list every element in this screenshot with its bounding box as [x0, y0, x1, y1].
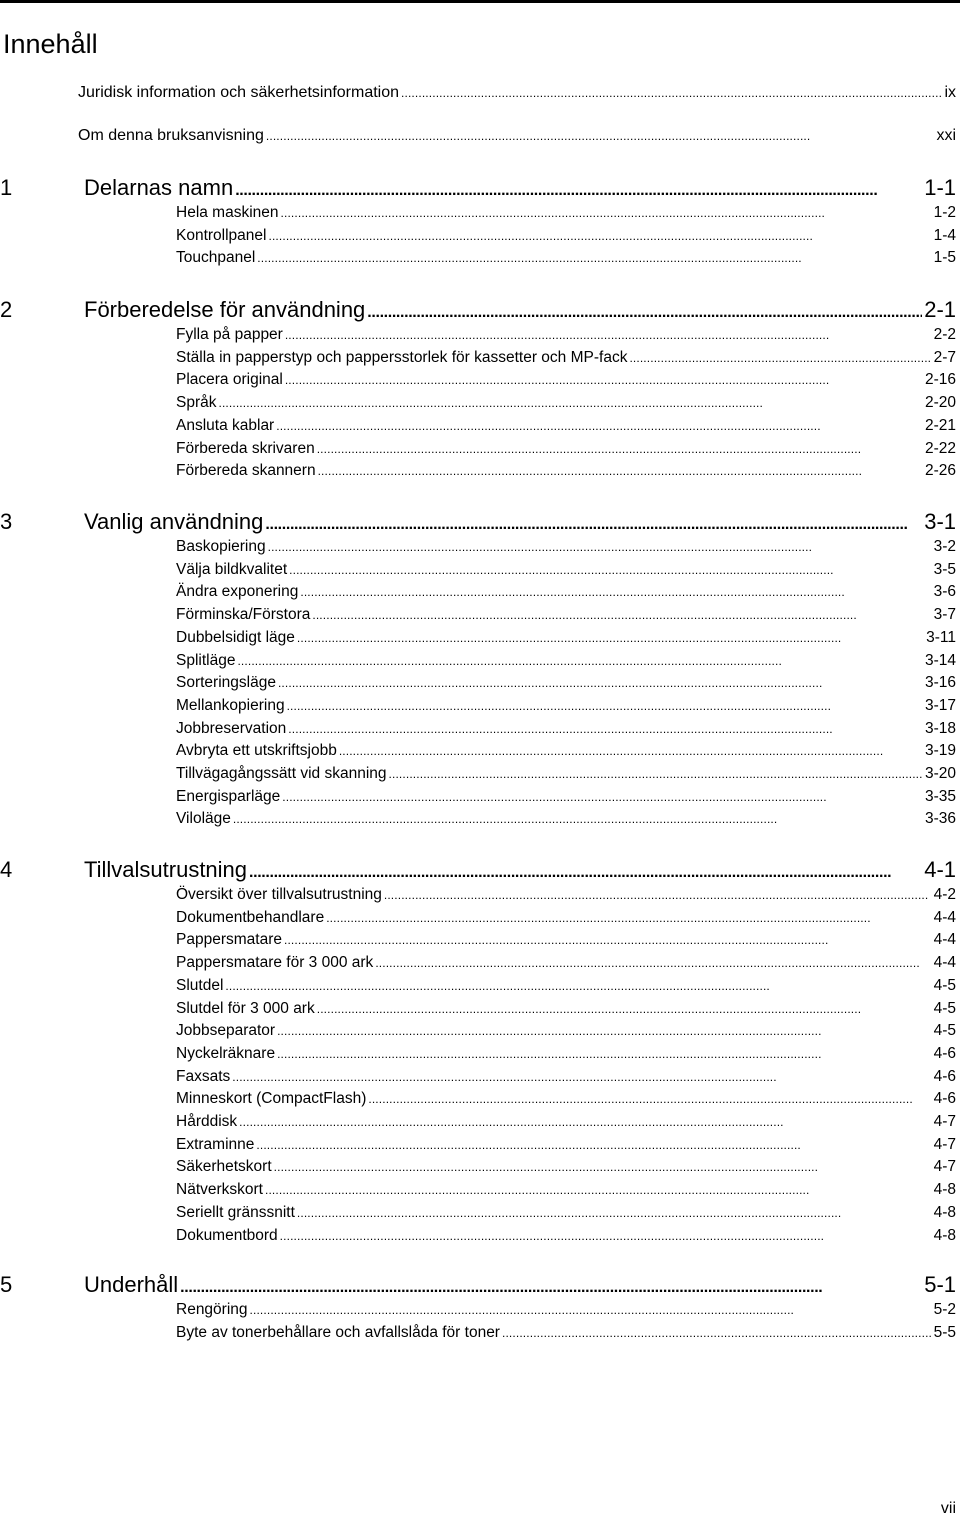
toc-sub-entry[interactable]	[176, 954, 956, 976]
dot-leader	[276, 417, 923, 435]
toc-entry-title: Seriellt gränssnitt	[176, 1204, 295, 1221]
toc-sub-entry[interactable]	[176, 886, 956, 908]
dot-leader	[285, 371, 923, 389]
toc-sub-entry[interactable]	[176, 697, 956, 719]
toc-sub-entry[interactable]	[176, 1090, 956, 1112]
toc-entry-title: Översikt över tillvalsutrustning	[176, 886, 382, 903]
toc-sub-entry[interactable]	[176, 1158, 956, 1180]
dot-leader	[282, 788, 923, 806]
dot-leader	[250, 1301, 932, 1319]
toc-entry-title: Baskopiering	[176, 538, 266, 555]
toc-sub-entry[interactable]	[176, 742, 956, 764]
toc-sub-entry[interactable]	[176, 931, 956, 953]
dot-leader	[265, 509, 922, 535]
toc-sub-entry[interactable]	[176, 326, 956, 348]
toc-entry-title: Ställa in papperstyp och pappersstorlek för kassetter och MP-fack	[176, 349, 628, 366]
toc-chapter-4[interactable]	[0, 857, 956, 887]
toc-page-number: 2-16	[924, 371, 956, 388]
dot-leader	[274, 1158, 932, 1176]
toc-page-number: 2-20	[924, 394, 956, 411]
chapter-title: Tillvalsutrustning	[84, 857, 248, 882]
dot-leader	[233, 810, 923, 828]
toc-page-number: 3-1	[924, 509, 956, 534]
toc-page-number: 4-5	[933, 1022, 956, 1039]
toc-page-number: 5-2	[933, 1301, 956, 1318]
dot-leader	[256, 1136, 931, 1154]
toc-entry-title: Avbryta ett utskriftsjobb	[176, 742, 337, 759]
dot-leader	[280, 1227, 932, 1245]
chapter-number: 4	[0, 857, 13, 882]
dot-leader	[284, 931, 932, 949]
toc-entry-title: Hårddisk	[176, 1113, 238, 1130]
toc-entry-title: Tillvägagångssätt vid skanning	[176, 765, 387, 782]
dot-leader	[237, 652, 923, 670]
toc-entry-title: Extraminne	[176, 1136, 255, 1153]
toc-page-number: 3-11	[926, 629, 956, 646]
toc-entry-title: Jobbreservation	[176, 720, 287, 737]
toc-entry-title: Hela maskinen	[176, 204, 279, 221]
toc-page-number: 3-35	[924, 788, 956, 805]
toc-entry-title: Dubbelsidigt läge	[176, 629, 295, 646]
toc-page-number: 2-21	[924, 417, 956, 434]
dot-leader	[629, 349, 931, 367]
toc-entry-title: Välja bildkvalitet	[176, 561, 288, 578]
toc-front-entry[interactable]	[78, 84, 956, 108]
toc-sub-entry[interactable]	[176, 629, 956, 651]
dot-leader	[297, 1204, 932, 1222]
toc-page-number: 3-2	[933, 538, 956, 555]
toc-page-number: 1-1	[924, 175, 956, 200]
toc-sub-entry[interactable]	[176, 909, 956, 931]
toc-entry-title: Sorteringsläge	[176, 674, 276, 691]
toc-sub-entry[interactable]	[176, 249, 956, 271]
toc-entry-title: Säkerhetskort	[176, 1158, 272, 1175]
dot-leader	[225, 977, 931, 995]
dot-leader	[312, 606, 931, 624]
toc-page-number: 4-8	[933, 1181, 956, 1198]
dot-leader	[235, 175, 922, 201]
toc-entry-title: Nyckelräknare	[176, 1045, 276, 1062]
toc-page-number: 4-5	[933, 977, 956, 994]
dot-leader	[180, 1272, 922, 1298]
toc-page-number: 2-26	[924, 462, 956, 479]
toc-entry-title: Fylla på papper	[176, 326, 283, 343]
toc-page-number: 4-8	[933, 1227, 956, 1244]
toc-page-number: 2-2	[933, 326, 956, 343]
dot-leader	[401, 84, 942, 102]
dot-leader	[281, 204, 932, 222]
toc-page-number: 3-5	[933, 561, 956, 578]
toc-chapter-3[interactable]	[0, 509, 956, 539]
toc-entry-title: Pappersmatare för 3 000 ark	[176, 954, 374, 971]
dot-leader	[339, 742, 923, 760]
toc-sub-entry[interactable]	[176, 606, 956, 628]
chapter-title: Delarnas namn	[84, 175, 234, 200]
toc-sub-entry[interactable]	[176, 1324, 956, 1346]
toc-sub-entry[interactable]	[176, 462, 956, 484]
dot-leader	[502, 1324, 932, 1342]
toc-sub-entry[interactable]	[176, 1000, 956, 1022]
toc-sub-entry[interactable]	[176, 1022, 956, 1044]
dot-leader	[219, 394, 923, 412]
chapter-title: Vanlig användning	[84, 509, 264, 534]
toc-page-number: 3-19	[924, 742, 956, 759]
toc-sub-entry[interactable]	[176, 583, 956, 605]
toc-sub-entry[interactable]	[176, 1136, 956, 1158]
toc-sub-entry[interactable]	[176, 977, 956, 999]
toc-entry-title: Minneskort (CompactFlash)	[176, 1090, 367, 1107]
toc-entry-title: Juridisk information och säkerhetsinformation	[78, 84, 400, 101]
dot-leader	[278, 674, 923, 692]
toc-entry-title: Placera original	[176, 371, 283, 388]
toc-sub-entry[interactable]	[176, 204, 956, 226]
toc-entry-title: Byte av tonerbehållare och avfallslåda för toner	[176, 1324, 500, 1341]
toc-entry-title: Touchpanel	[176, 249, 256, 266]
toc-page-number: 4-1	[924, 857, 956, 882]
chapter-number: 2	[0, 297, 13, 322]
toc-page-number: 2-22	[924, 440, 956, 457]
toc-page-number: 4-4	[933, 909, 956, 926]
toc-sub-entry[interactable]	[176, 1113, 956, 1135]
toc-page-number: 4-8	[933, 1204, 956, 1221]
toc-page-number: 4-6	[933, 1045, 956, 1062]
dot-leader	[367, 297, 922, 323]
dot-leader	[266, 127, 935, 145]
toc-page-number: 4-7	[933, 1158, 956, 1175]
dot-leader	[265, 1181, 932, 1199]
toc-page-number: 2-7	[933, 349, 956, 366]
toc-entry-title: Pappersmatare	[176, 931, 282, 948]
toc-sub-entry[interactable]	[176, 538, 956, 560]
chapter-title: Förberedelse för användning	[84, 297, 366, 322]
dot-leader	[288, 720, 923, 738]
toc-sub-entry[interactable]	[176, 788, 956, 810]
dot-leader	[318, 462, 923, 480]
dot-leader	[289, 561, 931, 579]
toc-sub-entry[interactable]	[176, 371, 956, 393]
toc-sub-entry[interactable]	[176, 1045, 956, 1067]
toc-chapter-1[interactable]	[0, 175, 956, 205]
dot-leader	[239, 1113, 931, 1131]
toc-sub-entry[interactable]	[176, 349, 956, 371]
toc-page-number: xxi	[936, 127, 956, 144]
toc-page-number: 3-16	[924, 674, 956, 691]
toc-sub-entry[interactable]	[176, 1301, 956, 1323]
toc-entry-title: Jobbseparator	[176, 1022, 276, 1039]
toc-chapter-5[interactable]	[0, 1272, 956, 1302]
toc-page-number: 5-5	[933, 1324, 956, 1341]
toc-front-entry[interactable]	[78, 127, 956, 151]
page-title: Innehåll	[3, 29, 98, 59]
toc-page-number: 3-7	[933, 606, 956, 623]
toc-page-number: 4-6	[933, 1090, 956, 1107]
toc-entry-title: Dokumentbord	[176, 1227, 278, 1244]
chapter-title: Underhåll	[84, 1272, 179, 1297]
toc-page-number: 4-6	[933, 1068, 956, 1085]
toc-entry-title: Språk	[176, 394, 217, 411]
toc-sub-entry[interactable]	[176, 810, 956, 832]
dot-leader	[287, 697, 923, 715]
dot-leader	[317, 440, 923, 458]
toc-sub-entry[interactable]	[176, 1204, 956, 1226]
toc-page-number: 4-4	[933, 954, 956, 971]
toc-sub-entry[interactable]	[176, 1181, 956, 1203]
dot-leader	[277, 1045, 932, 1063]
toc-page-number: 4-4	[933, 931, 956, 948]
toc-page-number: 1-2	[933, 204, 956, 221]
toc-sub-entry[interactable]	[176, 720, 956, 742]
page-number-footer: vii	[940, 1500, 956, 1517]
toc-entry-title: Mellankopiering	[176, 697, 285, 714]
toc-page-number: 3-14	[924, 652, 956, 669]
toc-page-number: 4-2	[933, 886, 956, 903]
top-rule	[0, 0, 960, 3]
dot-leader	[317, 1000, 932, 1018]
dot-leader	[375, 954, 931, 972]
toc-entry-title: Viloläge	[176, 810, 231, 827]
dot-leader	[300, 583, 931, 601]
toc-sub-entry[interactable]	[176, 417, 956, 439]
dot-leader	[249, 857, 922, 883]
toc-entry-title: Slutdel för 3 000 ark	[176, 1000, 315, 1017]
toc-page-number: 3-36	[924, 810, 956, 827]
dot-leader	[326, 909, 931, 927]
toc-entry-title: Om denna bruksanvisning	[78, 127, 264, 144]
dot-leader	[368, 1090, 931, 1108]
toc-sub-entry[interactable]	[176, 440, 956, 462]
dot-leader	[389, 765, 923, 783]
dot-leader	[384, 886, 932, 904]
toc-page-number: 2-1	[924, 297, 956, 322]
toc-page-number: 1-5	[933, 249, 956, 266]
toc-entry-title: Slutdel	[176, 977, 224, 994]
toc-page-number: 4-5	[933, 1000, 956, 1017]
toc-sub-entry[interactable]	[176, 1068, 956, 1090]
toc-entry-title: Ändra exponering	[176, 583, 299, 600]
dot-leader	[268, 538, 932, 556]
toc-sub-entry[interactable]	[176, 394, 956, 416]
dot-leader	[257, 249, 931, 267]
toc-sub-entry[interactable]	[176, 561, 956, 583]
dot-leader	[297, 629, 924, 647]
dot-leader	[285, 326, 932, 344]
toc-entry-title: Förbereda skannern	[176, 462, 316, 479]
toc-entry-title: Splitläge	[176, 652, 236, 669]
chapter-number: 3	[0, 509, 13, 534]
toc-chapter-2[interactable]	[0, 297, 956, 327]
toc-page-number: 1-4	[933, 227, 956, 244]
toc-sub-entry[interactable]	[176, 1227, 956, 1249]
chapter-number: 5	[0, 1272, 13, 1297]
toc-sub-entry[interactable]	[176, 674, 956, 696]
dot-leader	[277, 1022, 932, 1040]
toc-entry-title: Faxsats	[176, 1068, 231, 1085]
toc-sub-entry[interactable]	[176, 765, 956, 787]
toc-page-number: 4-7	[933, 1136, 956, 1153]
dot-leader	[268, 227, 931, 245]
dot-leader	[232, 1068, 931, 1086]
toc-page-number: 3-17	[924, 697, 956, 714]
toc-entry-title: Rengöring	[176, 1301, 248, 1318]
toc-entry-title: Dokumentbehandlare	[176, 909, 325, 926]
toc-entry-title: Nätverkskort	[176, 1181, 263, 1198]
toc-entry-title: Ansluta kablar	[176, 417, 275, 434]
toc-sub-entry[interactable]	[176, 227, 956, 249]
toc-page-number: ix	[944, 84, 956, 101]
toc-entry-title: Förminska/Förstora	[176, 606, 311, 623]
toc-page-number: 4-7	[933, 1113, 956, 1130]
toc-page-number: 3-20	[924, 765, 956, 782]
toc-page-number: 5-1	[924, 1272, 956, 1297]
toc-page-number: 3-18	[924, 720, 956, 737]
toc-sub-entry[interactable]	[176, 652, 956, 674]
toc-entry-title: Energisparläge	[176, 788, 281, 805]
chapter-number: 1	[0, 175, 13, 200]
toc-entry-title: Förbereda skrivaren	[176, 440, 315, 457]
toc-entry-title: Kontrollpanel	[176, 227, 267, 244]
toc-page-number: 3-6	[933, 583, 956, 600]
